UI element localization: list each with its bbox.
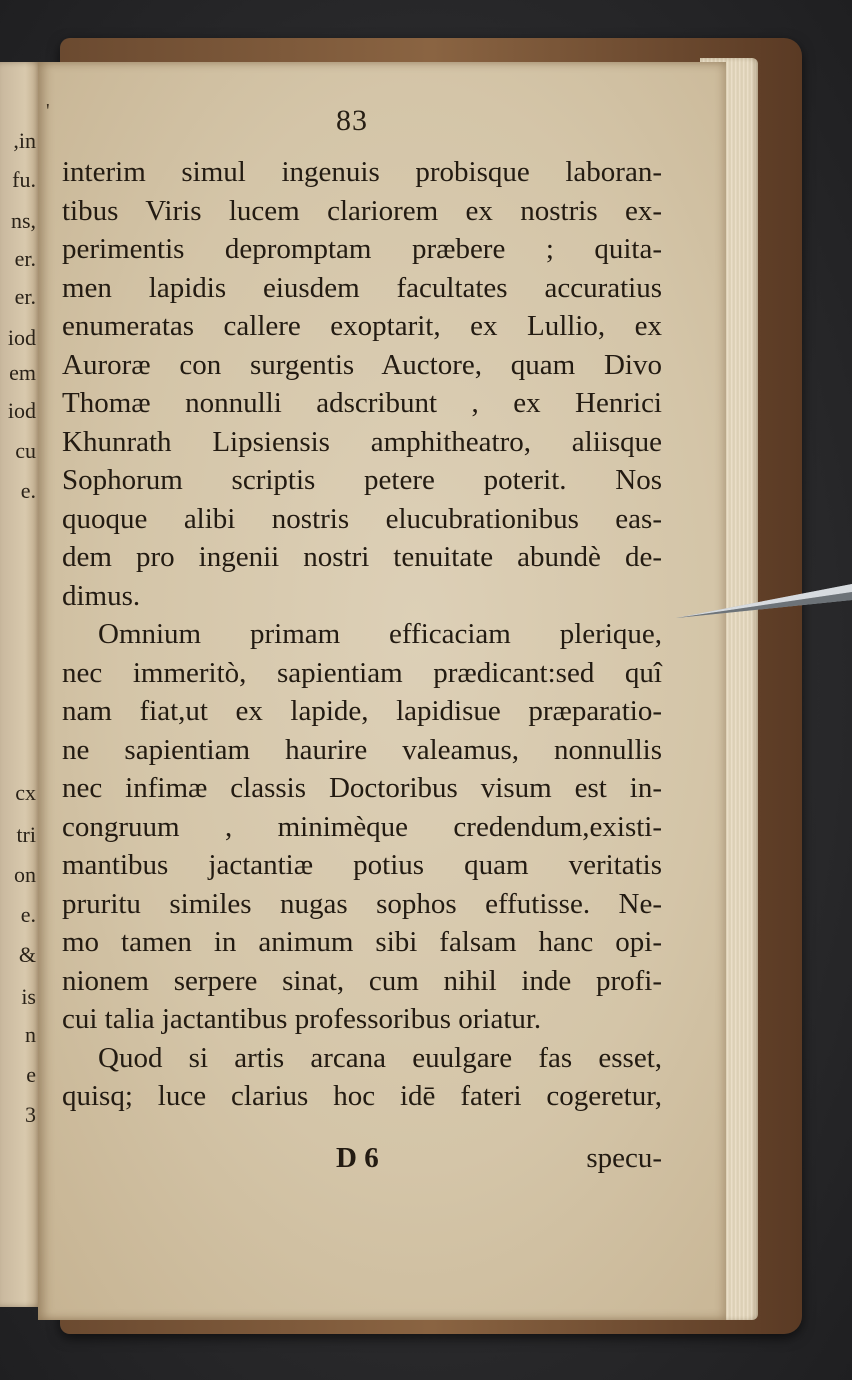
- previous-page-fragment: ns,: [10, 208, 36, 233]
- text-line: Thomæ nonnulli adscribunt , ex Henrici: [62, 387, 662, 419]
- text-line: enumeratas callere exoptarit, ex Lullio, ex: [62, 310, 662, 342]
- previous-page-fragment: ,in: [13, 128, 36, 153]
- page-number: 83: [336, 104, 368, 137]
- previous-page-fragment: e: [26, 1062, 36, 1087]
- catchword: specu-: [586, 1142, 662, 1174]
- text-line: tibus Viris lucem clariorem ex nostris ex-: [62, 194, 662, 227]
- previous-page-fragment: on: [14, 862, 36, 887]
- text-line: interim simul ingenuis probisque laboran-: [62, 156, 662, 188]
- metal-pointer: [674, 566, 852, 626]
- signature-mark: D 6: [336, 1142, 379, 1174]
- paragraph-start-line: Omnium primam efficaciam plerique,: [98, 618, 662, 650]
- previous-page-fragment: &: [18, 942, 36, 967]
- previous-page-fragment: er.: [14, 284, 36, 309]
- text-line: nec immeritò, sapientiam prædicant:sed quî: [62, 656, 662, 689]
- text-line: dem pro ingenii nostri tenuitate abundè de-: [62, 541, 662, 573]
- text-line: mo tamen in animum sibi falsam hanc opi-: [62, 926, 662, 958]
- previous-page-fragment: cu: [15, 438, 36, 463]
- previous-page-fragment: cx: [15, 780, 36, 805]
- text-line: nec infimæ classis Doctoribus visum est in-: [62, 772, 662, 804]
- previous-page-fragment: 3: [25, 1102, 36, 1127]
- previous-page-edge: [0, 62, 42, 1307]
- text-line: quoque alibi nostris elucubrationibus eas-: [62, 502, 662, 535]
- previous-page-fragment: is: [21, 984, 36, 1009]
- previous-page-fragment: n: [25, 1022, 36, 1047]
- text-line: quisq; luce clarius hoc idē fateri cogeretur,: [62, 1080, 662, 1112]
- text-line: cui talia jactantibus professoribus oriatur.: [62, 1003, 542, 1035]
- text-line: ne sapientiam haurire valeamus, nonnullis: [62, 733, 662, 766]
- paragraph-start-line: Quod si artis arcana euulgare fas esset,: [98, 1041, 662, 1074]
- text-line: nam fiat,ut ex lapide, lapidisue præparatio-: [62, 695, 662, 727]
- text-line: Auroræ con surgentis Auctore, quam Divo: [62, 348, 662, 381]
- text-line: nionem serpere sinat, cum nihil inde profi-: [62, 964, 662, 997]
- text-line: pruritu similes nugas sophos effutisse. Ne-: [62, 887, 662, 920]
- text-line: mantibus jactantiæ potius quam veritatis: [62, 849, 662, 881]
- previous-page-fragment: iod: [7, 325, 36, 350]
- text-line: Sophorum scriptis petere poterit. Nos: [62, 464, 662, 496]
- previous-page-fragment: er.: [14, 246, 36, 271]
- text-line: perimentis depromptam præbere ; quita-: [62, 233, 662, 265]
- previous-page-fragment: e.: [20, 478, 36, 503]
- page-footer: [62, 1142, 662, 1180]
- previous-page-fragment: iod: [7, 398, 36, 423]
- text-line: men lapidis eiusdem facultates accuratius: [62, 271, 662, 304]
- text-line: dimus.: [62, 579, 141, 612]
- previous-page-fragment: tri: [16, 822, 36, 847]
- previous-page-fragment: em: [9, 360, 36, 385]
- gutter-mark: ': [46, 100, 50, 122]
- text-line: Khunrath Lipsiensis amphitheatro, aliisque: [62, 425, 662, 458]
- page-text: [62, 153, 662, 1116]
- previous-page-fragment: e.: [20, 902, 36, 927]
- text-line: congruum , minimèque credendum,existi-: [62, 810, 662, 843]
- previous-page-fragment: fu.: [12, 167, 36, 192]
